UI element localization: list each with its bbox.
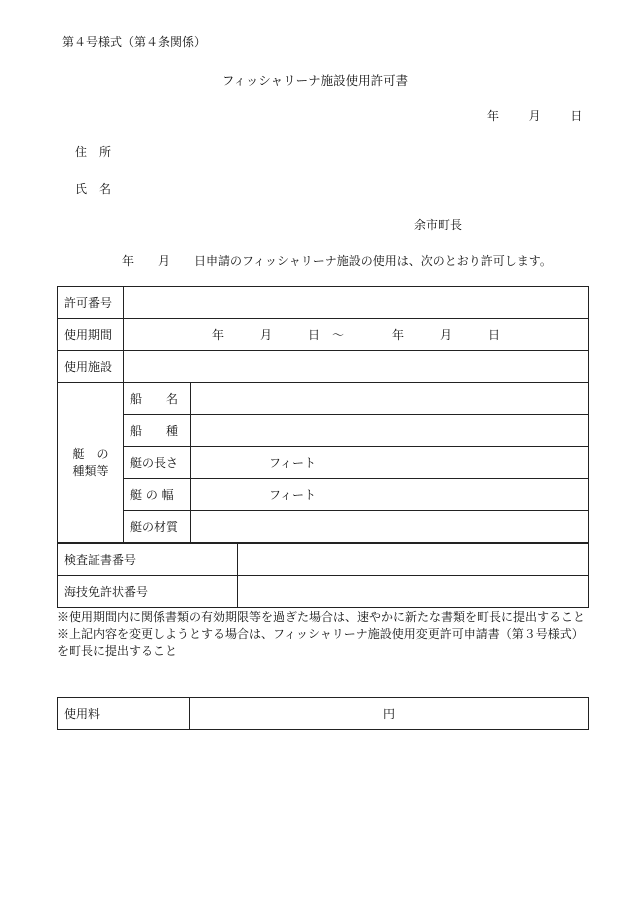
boat-material-field[interactable] [191,511,589,543]
table-row [58,544,589,576]
boat-length-field[interactable] [191,447,589,479]
boat-name-field[interactable] [191,383,589,415]
form-number: 第４号様式（第４条関係） [62,35,207,49]
boat-width-label: 艇 の 幅 [124,479,191,511]
table-row [58,415,589,447]
issuer: 余市町長 [414,218,463,232]
feet-unit: フィート [269,488,317,502]
boat-group-text: 艇 の 種類等 [72,446,109,478]
table-row [58,287,589,319]
boat-group-label [58,383,124,543]
table-row [58,447,589,479]
yen-unit: 円 [382,707,395,721]
period-field[interactable]: 年 月 日 ～ 年 月 日 [124,319,589,351]
boat-type-field[interactable] [191,415,589,447]
fee-label: 使用料 [58,698,190,730]
fee-table [57,697,589,730]
period-label: 使用期間 [58,319,124,351]
issue-date-month: 月 [528,109,541,123]
facility-field[interactable] [124,351,589,383]
table-row [58,319,589,351]
note-item: ※上記内容を変更しようとする場合は、フィッシャリーナ施設使用変更許可申請書（第３号様式）を町長に提出すること [57,627,584,658]
permit-table [57,286,589,543]
permit-statement: 年 月 日申請のフィッシャリーナ施設の使用は、次のとおり許可します。 [122,254,552,268]
document-title: フィッシャリーナ施設使用許可書 [221,73,409,88]
notes [57,609,589,660]
certificate-table [57,543,589,608]
permit-number-field[interactable] [124,287,589,319]
permit-number-label: 許可番号 [58,287,124,319]
facility-label: 使用施設 [58,351,124,383]
table-row [58,383,589,415]
boat-length-label: 艇の長さ [124,447,191,479]
table-row [58,576,589,608]
license-number-field[interactable] [238,576,589,608]
boat-name-label: 船 名 [124,383,191,415]
issue-date-day: 日 [570,109,583,123]
boat-type-label: 船 種 [124,415,191,447]
table-row [58,511,589,543]
license-number-label: 海技免許状番号 [58,576,238,608]
boat-material-label: 艇の材質 [124,511,191,543]
note-item: ※使用期間内に関係書類の有効期限等を過ぎた場合は、速やかに新たな書類を町長に提出すること [57,610,586,624]
table-row [58,698,589,730]
inspection-cert-field[interactable] [238,544,589,576]
table-row [58,351,589,383]
issue-date-year: 年 [487,109,500,123]
address-label: 住 所 [75,145,112,159]
name-label: 氏 名 [75,182,112,196]
inspection-cert-label: 検査証書番号 [58,544,238,576]
issue-date [487,107,582,124]
table-row [58,479,589,511]
feet-unit: フィート [269,456,317,470]
boat-width-field[interactable] [191,479,589,511]
fee-field[interactable] [190,698,589,730]
